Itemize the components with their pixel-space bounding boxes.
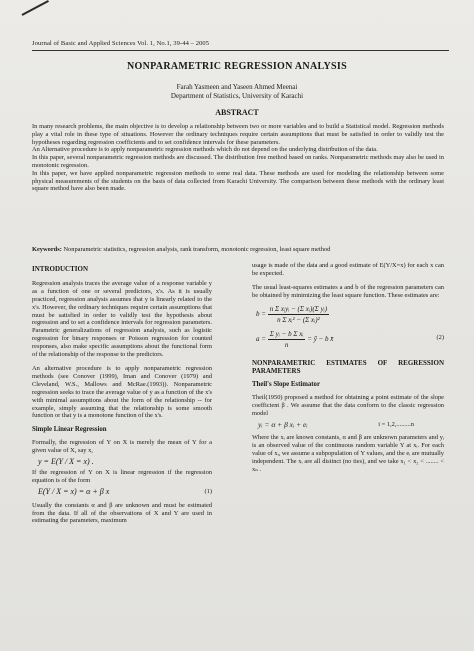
theil-slope-heading: Theil's Slope Estimator <box>252 381 320 389</box>
intercept-denominator: n <box>284 340 289 349</box>
paper-authors: Farah Yasmeen and Yaseen Ahmed Meenai <box>176 83 298 91</box>
header-rule <box>32 50 449 51</box>
slr-paragraph-3: Usually the constants α and β are unknown and must be estimated from the data. If all of the observations of X and Y are used in estimating the parameters, maximum <box>32 501 212 525</box>
simple-linear-regression-heading: Simple Linear Regression <box>32 426 107 434</box>
journal-header: Journal of Basic and Applied Sciences Vol. 1, No.1, 39-44 – 2005 <box>32 40 210 47</box>
paper-title: NONPARAMETRIC REGRESSION ANALYSIS <box>127 61 347 72</box>
slr-paragraph-1: Formally, the regression of Y on X is merely the mean of Y for a given value of X, say x, <box>32 439 212 455</box>
theil-paragraph-2: Where the xᵢ are known constants, α and β are unknown parameters and yᵢ is an observed value of the continuous random variable Y at xᵢ. For each value of xᵢ, we assume a subpopulation of Y values, and the eᵢ are mutually independent. The xᵢ are all distinct (no ties), and we take x₁ < x₂ < ........ < xₙ . <box>252 433 444 473</box>
abstract-paragraph: An Alternative procedure is to apply nonparametric regression methods which do not depend on the underlying distribution of the data. <box>32 146 378 154</box>
intercept-rhs: = ȳ − b x̄ <box>307 334 334 343</box>
introduction-heading: INTRODUCTION <box>32 265 89 273</box>
slope-denominator: n Σ xᵢ² − (Σ xᵢ)² <box>277 315 320 324</box>
intercept-numerator: Σ yᵢ − b Σ xᵢ <box>269 329 304 338</box>
slope-lhs: b = <box>256 309 266 318</box>
abstract-heading: ABSTRACT <box>215 108 259 117</box>
left-column <box>32 262 212 531</box>
abstract-body <box>32 123 444 193</box>
least-squares-paragraph: The usual least-squares estimates a and b of the regression parameters can be obtained by minimizing the least square function. These estimates are: <box>252 283 444 299</box>
abstract-paragraph: In many research problems, the main objective is to develop a relationship between two or more variables and to build a Statistical model. Regression methods play a vital role in these type of situations. However the ordinary techniques require certain assumptions that must be satisfied in order to validly test the hypotheses regarding regression coefficients and to set confidence intervals for these parameters. <box>32 123 444 146</box>
abstract-paragraph: In this paper, several nonparametric regression methods are discussed. The distribution free method based on ranks. Nonparametric methods may also be used in monotonic regression. <box>32 154 444 169</box>
usage-paragraph: usage is made of the data and a good estimate of E(Y/X=x) for each x can be expected. <box>252 262 444 277</box>
equation-2-number: (2) <box>436 333 444 341</box>
equation-mean-text: y = E(Y / X = x) . <box>38 457 94 467</box>
pen-mark <box>22 0 49 16</box>
slr-paragraph-2: If the regression of Y on X is linear regression if the regression equation is of the form <box>32 468 212 484</box>
keywords-text: Nonparametric statistics, regression analysis, rank transform, monotonic regression, least square method <box>63 246 331 253</box>
slope-numerator: n Σ xᵢyᵢ − (Σ xᵢ)(Σ yᵢ) <box>269 304 328 313</box>
intercept-fraction <box>268 329 306 350</box>
abstract-paragraph: In this paper, we have applied nonparametric regression methods to some real data. These methods are used for modeling the relationship between some physical measurements of the students on the basis of data collected from Karachi University. The comparison between these methods with the ordinary least square method have also been made. <box>32 169 444 193</box>
equation-1 <box>38 488 212 496</box>
equation-1-text: E(Y / X = x) = α + β x <box>38 486 110 496</box>
right-column <box>252 262 444 480</box>
intro-paragraph-2: An alternative procedure is to apply nonparametric regression methods (see Conover (1999), Iman and Conover (1979) and Cleveland, W.S., Mallows and McRae.(1993)). Nonparametric regression seeks to trace the average value of y as a function of the x's with minimal assumptions about the form of the relationship -- for example, simply assuming that the relationship is some smooth function or that y is a monotone function of the x's. <box>32 364 212 420</box>
equation-mean <box>38 458 212 466</box>
regression-model-index: i = 1,2,.........n <box>378 421 414 429</box>
paper-department: Department of Statistics, University of Karachi <box>170 92 304 100</box>
regression-model-text: yᵢ = α + β xᵢ + eᵢ <box>258 420 308 430</box>
keywords-line <box>32 246 444 254</box>
intercept-lhs: a = <box>256 334 266 343</box>
slope-fraction <box>268 304 329 325</box>
regression-model-equation <box>258 421 444 429</box>
slope-estimate-formula <box>256 304 444 325</box>
intro-paragraph-1: Regression analysis traces the average value of a response variable y as a function of one or several predictors, x's. As it is usually practiced, regression analysis assumes that y is linearly related to the x's. However, the ordinary techniques require certain assumptions that must be satisfied in order to validly test the hypothesis about regression and to set a confidence intervals for regression parameters. Parametric generalizations of regression analysis, such as logistic regression for binary responses or Poisson regression for counted responses, also make specific assumptions about the functional form of the relationship of the response to the predictors. <box>32 279 212 359</box>
nonparametric-estimates-heading: NONPARAMETRIC ESTIMATES OF REGRESSION PARAMETERS <box>252 358 444 375</box>
keywords-label: Keywords: <box>32 246 62 253</box>
intercept-estimate-formula <box>256 329 444 350</box>
equation-1-number: (1) <box>204 487 212 495</box>
theil-paragraph-1: Theil(1950) proposed a method for obtaining a point estimate of the slope coefficient β . We assume that the data conform to the classic regression model <box>252 394 444 418</box>
